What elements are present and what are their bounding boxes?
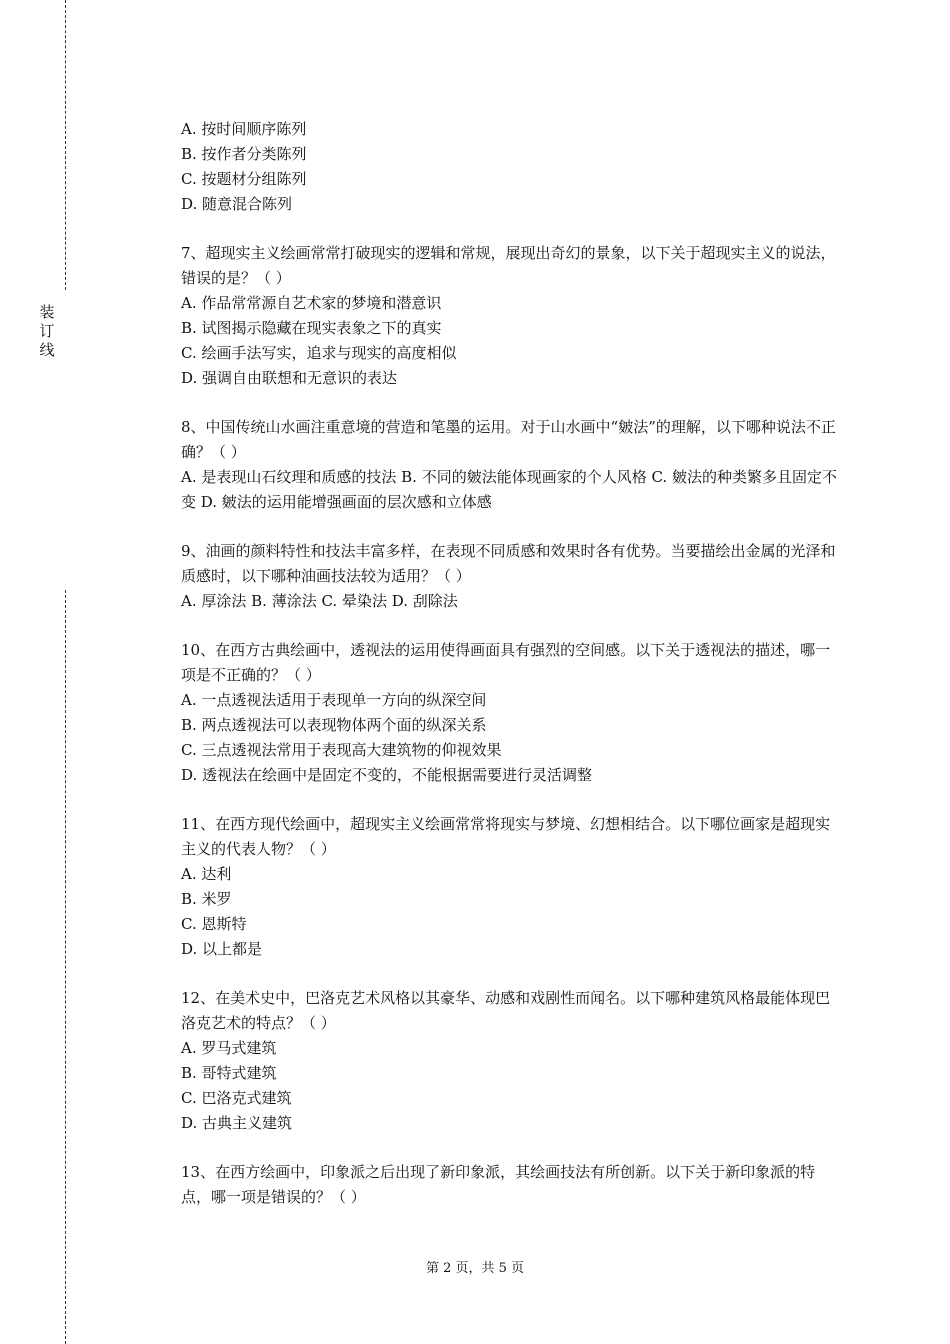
option-d: D. 随意混合陈列 xyxy=(181,195,293,213)
option-d: D. 透视法在绘画中是固定不变的，不能根据需要进行灵活调整 xyxy=(181,766,593,784)
question-12 xyxy=(181,986,841,1136)
option-c: C. 恩斯特 xyxy=(181,915,247,933)
option-b: B. 两点透视法可以表现物体两个面的纵深关系 xyxy=(181,716,487,734)
option-c: C. 按题材分组陈列 xyxy=(181,170,307,188)
question-10 xyxy=(181,638,841,788)
question-stem: 8、中国传统山水画注重意境的营造和笔墨的运用。对于山水画中“皴法”的理解，以下哪种说法不正确？（ ） xyxy=(181,418,836,461)
option-d: D. 强调自由联想和无意识的表达 xyxy=(181,369,398,387)
option-a: A. 达利 xyxy=(181,865,232,883)
binding-line-label xyxy=(38,303,56,360)
binding-dashed-line-bottom xyxy=(65,590,66,1344)
option-b: B. 试图揭示隐藏在现实表象之下的真实 xyxy=(181,319,442,337)
option-d: D. 古典主义建筑 xyxy=(181,1114,293,1132)
binding-char: 装 xyxy=(39,303,55,321)
question-8 xyxy=(181,415,841,515)
page-number: 第 2 页，共 5 页 xyxy=(425,1261,525,1276)
option-c: C. 巴洛克式建筑 xyxy=(181,1089,292,1107)
question-6-options xyxy=(181,117,841,217)
option-b: B. 哥特式建筑 xyxy=(181,1064,277,1082)
question-stem: 12、在美术史中，巴洛克艺术风格以其豪华、动感和戏剧性而闻名。以下哪种建筑风格最能体现巴洛克艺术的特点？（ ） xyxy=(181,989,831,1032)
question-stem: 11、在西方现代绘画中，超现实主义绘画常常将现实与梦境、幻想相结合。以下哪位画家是超现实主义的代表人物？（ ） xyxy=(181,815,831,858)
binding-char: 订 xyxy=(39,322,55,340)
option-a: A. 按时间顺序陈列 xyxy=(181,120,307,138)
question-stem: 13、在西方绘画中，印象派之后出现了新印象派，其绘画技法有所创新。以下关于新印象派的特点，哪一项是错误的？（ ） xyxy=(181,1163,816,1206)
option-d: D. 以上都是 xyxy=(181,940,263,958)
option-a: A. 罗马式建筑 xyxy=(181,1039,277,1057)
question-13 xyxy=(181,1160,841,1210)
option-a: A. 一点透视法适用于表现单一方向的纵深空间 xyxy=(181,691,487,709)
question-7 xyxy=(181,241,841,391)
exam-content xyxy=(181,117,841,1234)
option-c: C. 绘画手法写实，追求与现实的高度相似 xyxy=(181,344,457,362)
question-stem: 7、超现实主义绘画常常打破现实的逻辑和常规，展现出奇幻的景象，以下关于超现实主义的说法，错误的是？（ ） xyxy=(181,244,836,287)
binding-char: 线 xyxy=(39,341,55,359)
option-b: B. 米罗 xyxy=(181,890,232,908)
option-a: A. 作品常常源自艺术家的梦境和潜意识 xyxy=(181,294,442,312)
option-c: C. 三点透视法常用于表现高大建筑物的仰视效果 xyxy=(181,741,502,759)
question-9 xyxy=(181,539,841,614)
question-options: A. 厚涂法 B. 薄涂法 C. 晕染法 D. 刮除法 xyxy=(181,592,458,610)
question-11 xyxy=(181,812,841,962)
question-options: A. 是表现山石纹理和质感的技法 B. 不同的皴法能体现画家的个人风格 C. 皴法的种类繁多且固定不变 D. 皴法的运用能增强画面的层次感和立体感 xyxy=(181,468,837,511)
question-stem: 10、在西方古典绘画中，透视法的运用使得画面具有强烈的空间感。以下关于透视法的描述，哪一项是不正确的？（ ） xyxy=(181,641,831,684)
option-b: B. 按作者分类陈列 xyxy=(181,145,307,163)
question-stem: 9、油画的颜料特性和技法丰富多样，在表现不同质感和效果时各有优势。当要描绘出金属的光泽和质感时，以下哪种油画技法较为适用？（ ） xyxy=(181,542,836,585)
binding-dashed-line-top xyxy=(65,0,66,290)
